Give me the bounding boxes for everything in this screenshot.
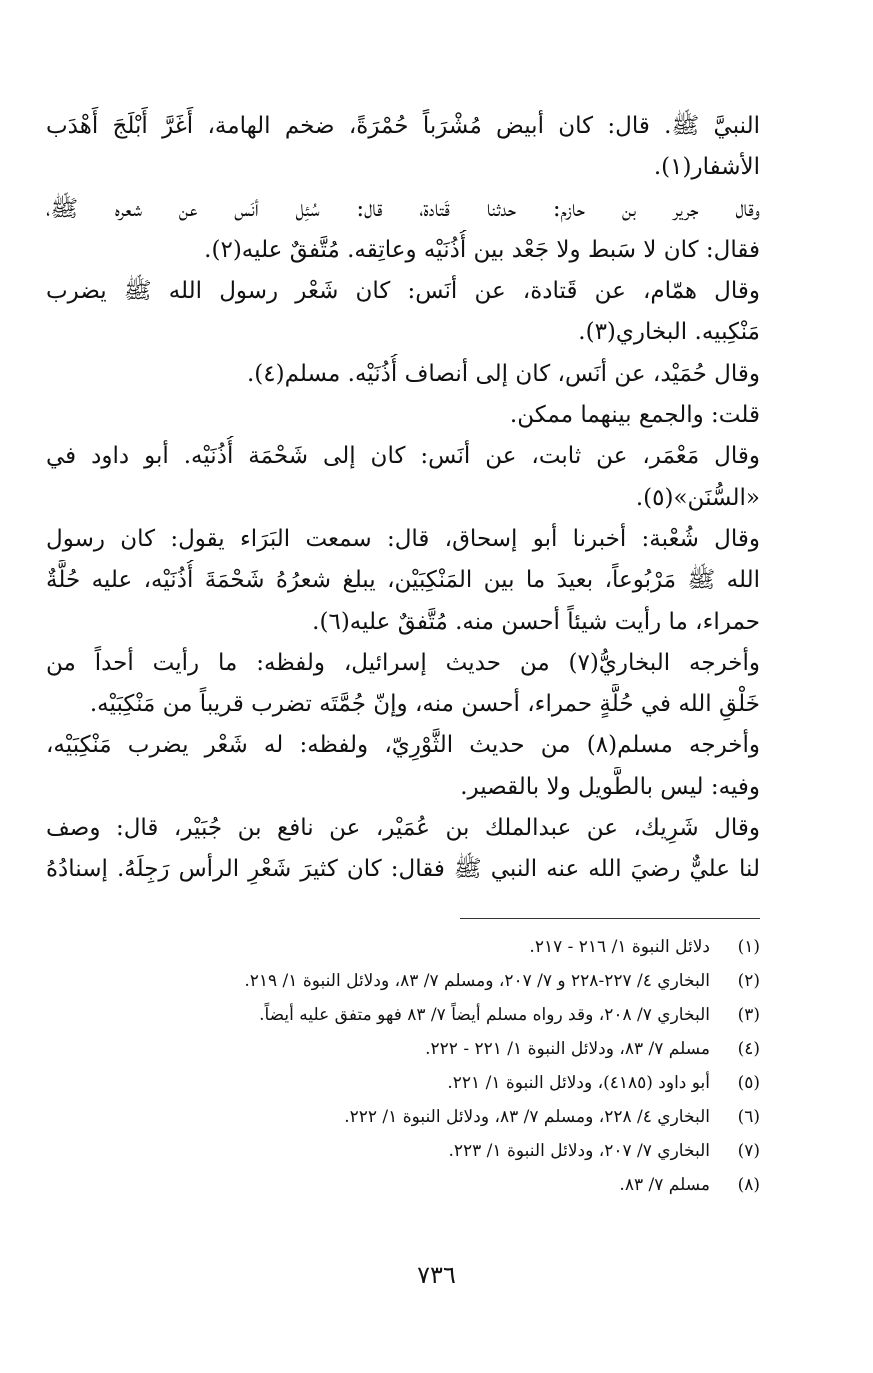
footnote-number: (٦) [737, 1107, 760, 1127]
footnote-divider [460, 918, 760, 919]
footnotes [46, 930, 760, 1202]
footnote [46, 930, 760, 964]
text-line: وقال شَرِيك، عن عبدالملك بن عُمَيْر، عن نافع بن جُبَيْر، قال: وصف [46, 815, 760, 842]
footnote [46, 1032, 760, 1066]
text-line: وأخرجه البخاريُّ(٧) من حديث إسرائيل، ولفظه: ما رأيت أحداً من [46, 649, 760, 676]
text-line: وقال مَعْمَر، عن ثابت، عن أنَس: كان إلى شَحْمَة أُذُنَيْه. أبو داود في [46, 443, 760, 470]
page-number: ٧٣٦ [417, 1261, 456, 1289]
text-line: وقال حُمَيْد، عن أنَس، كان إلى أنصاف أُذُنَيْه. مسلم(٤). [246, 360, 760, 387]
footnote-number: (١) [737, 937, 760, 957]
text-line: وقال جرير بن حازم: حدثنا قَتادة، قال: سُئِل أنَس عن شعره ﷺ، [46, 195, 760, 222]
text-line: الأشفار(١). [653, 154, 760, 181]
footnote [46, 1134, 760, 1168]
footnote-text: البخاري ٧/ ٢٠٧، ودلائل النبوة ١/ ٢٢٣. [448, 1141, 710, 1161]
main-text [46, 106, 760, 891]
footnote [46, 1168, 760, 1202]
footnote-text: البخاري ٤/ ٢٢٨، ومسلم ٧/ ٨٣، ودلائل النبوة ١/ ٢٢٢. [344, 1107, 710, 1127]
text-line: وقال شُعْبة: أخبرنا أبو إسحاق، قال: سمعت البَرَاء يقول: كان رسول [46, 525, 760, 552]
footnote [46, 964, 760, 998]
footnote-number: (٤) [737, 1039, 760, 1059]
text-line: خَلْقِ الله في حُلَّةٍ حمراء، أحسن منه، وإنّ جُمَّتَه تضرب قريباً من مَنْكِبَيْه. [89, 691, 760, 718]
text-line: وقال همّام، عن قَتادة، عن أنَس: كان شَعْر رسول الله ﷺ يضرب [46, 278, 760, 305]
text-line: الله ﷺ مَرْبُوعاً، بعيدَ ما بين المَنْكِبَيْن، يبلغ شعرُهُ شَحْمَةَ أُذُنَيْه، عليه حُلَّةٌ [46, 567, 760, 594]
text-line: وأخرجه مسلم(٨) من حديث الثَّوْرِيّ، ولفظه: له شَعْر يضرب مَنْكِبَيْه، [46, 732, 760, 759]
footnote-text: مسلم ٧/ ٨٣، ودلائل النبوة ١/ ٢٢١ - ٢٢٢. [425, 1039, 710, 1059]
text-line: قلت: والجمع بينهما ممكن. [509, 402, 760, 429]
footnote-text: مسلم ٧/ ٨٣. [619, 1175, 710, 1195]
text-line: فقال: كان لا سَبط ولا جَعْد بين أُذُنَيْه وعاتِقه. مُتَّفقٌ عليه(٢). [204, 236, 760, 263]
text-line: مَنْكِبيه. البخاري(٣). [578, 319, 760, 346]
text-line: لنا عليٌّ رضيَ الله عنه النبي ﷺ فقال: كان كثيرَ شَعْرِ الرأس رَجِلَهُ. إسنادُهُ [46, 856, 760, 883]
footnote-number: (٥) [737, 1073, 760, 1093]
text-line: وفيه: ليس بالطَّويل ولا بالقصير. [460, 773, 760, 800]
footnote-number: (٧) [737, 1141, 760, 1161]
footnote-number: (٨) [737, 1175, 760, 1195]
text-line: النبيَّ ﷺ. قال: كان أبيض مُشْرَباً حُمْرَةً، ضخم الهامة، أَغَرَّ أَبْلَجَ أَهْدَب [46, 113, 760, 139]
footnote-number: (٢) [737, 971, 760, 991]
footnote [46, 1066, 760, 1100]
footnote-number: (٣) [737, 1005, 760, 1025]
text-line: حمراء، ما رأيت شيئاً أحسن منه. مُتَّفقٌ عليه(٦). [312, 608, 760, 635]
footnote-text: أبو داود (٤١٨٥)، ودلائل النبوة ١/ ٢٢١. [447, 1073, 710, 1093]
footnote [46, 998, 760, 1032]
footnote-text: دلائل النبوة ١/ ٢١٦ - ٢١٧. [529, 937, 710, 957]
text-line: «السُّنَن»(٥). [635, 484, 760, 511]
footnote-text: البخاري ٤/ ٢٢٧-٢٢٨ و ٧/ ٢٠٧، ومسلم ٧/ ٨٣، ودلائل النبوة ١/ ٢١٩. [244, 971, 710, 991]
footnote-text: البخاري ٧/ ٢٠٨، وقد رواه مسلم أيضاً ٧/ ٨٣ فهو متفق عليه أيضاً. [259, 1005, 710, 1025]
footnote [46, 1100, 760, 1134]
